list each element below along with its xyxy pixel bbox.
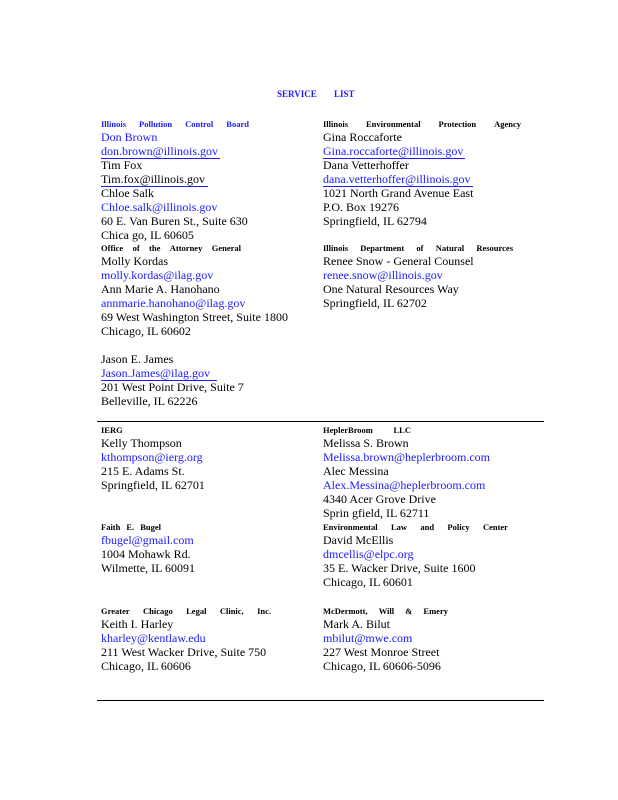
contact-line: Melissa S. Brown <box>323 436 409 450</box>
contact-line: 201 West Point Drive, Suite 7 <box>101 380 244 394</box>
contact-line: Jason E. James <box>101 352 174 366</box>
contact-line: Tim Fox <box>101 158 143 172</box>
email-link[interactable]: molly.kordas@ilag.gov <box>101 268 214 282</box>
entry-heplerbroom-llc <box>323 424 528 520</box>
contact-line: 4340 Acer Grove Drive <box>323 492 436 506</box>
entry-greater-chicago-legal-clinic-inc <box>101 605 306 673</box>
contact-line: 211 West Wacker Drive, Suite 750 <box>101 645 267 659</box>
organization-name: IERG <box>101 425 123 435</box>
email-link[interactable]: annmarie.hanohano@ilag.gov <box>101 296 246 310</box>
contact-line: 227 West Monroe Street <box>323 645 440 659</box>
organization-name: Environmental Law and Policy Center <box>323 522 508 532</box>
email-link[interactable]: kharley@kentlaw.edu <box>101 631 206 645</box>
contact-line: P.O. Box 19276 <box>323 200 400 214</box>
contact-line: Dana Vetterhoffer <box>323 158 409 172</box>
contact-line: Keith I. Harley <box>101 617 174 631</box>
title-word-list: LIST <box>334 89 355 99</box>
contact-line: Springfield, IL 62701 <box>101 478 205 492</box>
entry-office-of-the-attorney-general <box>101 242 306 408</box>
service-list-title <box>0 89 618 103</box>
entry-environmental-law-and-policy-center <box>323 521 528 589</box>
contact-line: Gina Roccaforte <box>323 130 402 144</box>
contact-line: Kelly Thompson <box>101 436 182 450</box>
email-link[interactable]: fbugel@gmail.com <box>101 533 194 547</box>
email-link[interactable]: kthompson@ierg.org <box>101 450 203 464</box>
email-link[interactable]: Don Brown <box>101 130 158 144</box>
organization-name: Illinois Pollution Control Board <box>101 119 249 129</box>
contact-line: Molly Kordas <box>101 254 168 268</box>
contact-line: Chicago, IL 60606-5096 <box>323 659 441 673</box>
entry-faith-e-bugel <box>101 521 306 575</box>
contact-line: 1021 North Grand Avenue East <box>323 186 474 200</box>
email-link[interactable]: dmcellis@elpc.org <box>323 547 414 561</box>
email-link[interactable]: mbilut@mwe.com <box>323 631 413 645</box>
email-link[interactable]: dana.vetterhoffer@illinois.gov <box>323 172 528 186</box>
email-link[interactable]: don.brown@illinois.gov <box>101 144 219 158</box>
contact-line: Renee Snow - General Counsel <box>323 254 474 268</box>
organization-name: Greater Chicago Legal Clinic, Inc. <box>101 606 271 616</box>
email-link[interactable]: Tim.fox@illinois.gov <box>101 172 306 186</box>
contact-line: Chica go, IL 60605 <box>101 228 194 242</box>
organization-name: HeplerBroom LLC <box>323 425 411 435</box>
email-link[interactable]: Alex.Messina@heplerbroom.com <box>323 478 486 492</box>
contact-line: Springfield, IL 62702 <box>323 296 427 310</box>
divider-bottom <box>97 700 544 701</box>
contact-line: 60 E. Van Buren St., Suite 630 <box>101 214 248 228</box>
contact-line: Wilmette, IL 60091 <box>101 561 196 575</box>
contact-line: 1004 Mohawk Rd. <box>101 547 191 561</box>
contact-line: David McEllis <box>323 533 394 547</box>
contact-line: One Natural Resources Way <box>323 282 459 296</box>
organization-name: McDermott, Will & Emery <box>323 606 448 616</box>
entry-mcdermott-will-emery <box>323 605 528 673</box>
contact-line: Sprin gfield, IL 62711 <box>323 506 430 520</box>
email-link[interactable]: Melissa.brown@heplerbroom.com <box>323 450 491 464</box>
entry-ierg <box>101 424 306 492</box>
entry-illinois-pollution-control-board <box>101 118 306 242</box>
contact-line: Chicago, IL 60606 <box>101 659 191 673</box>
organization-name: Office of the Attorney General <box>101 243 241 253</box>
contact-line: Chicago, IL 60602 <box>101 324 191 338</box>
spacer <box>101 338 306 352</box>
organization-name: Illinois Department of Natural Resources <box>323 243 513 253</box>
email-link[interactable]: Chloe.salk@illinois.gov <box>101 200 218 214</box>
entry-illinois-environmental-protection-agency <box>323 118 528 228</box>
contact-line: Alec Messina <box>323 464 389 478</box>
entry-illinois-department-of-natural-resources <box>323 242 528 310</box>
organization-name: Illinois Environmental Protection Agency <box>323 119 521 129</box>
organization-name: Faith E. Bugel <box>101 522 161 532</box>
divider-top <box>97 421 544 422</box>
email-link[interactable]: Jason.James@ilag.gov <box>101 366 306 380</box>
contact-line: 69 West Washington Street, Suite 1800 <box>101 310 288 324</box>
contact-line: Ann Marie A. Hanohano <box>101 282 220 296</box>
contact-line: Belleville, IL 62226 <box>101 394 198 408</box>
title-word-service: SERVICE <box>277 89 317 99</box>
contact-line: 215 E. Adams St. <box>101 464 185 478</box>
contact-line: Springfield, IL 62794 <box>323 214 427 228</box>
contact-line: Chloe Salk <box>101 186 154 200</box>
email-link[interactable]: renee.snow@illinois.gov <box>323 268 443 282</box>
email-link[interactable]: Gina.roccaforte@illinois.gov <box>323 144 464 158</box>
contact-line: Mark A. Bilut <box>323 617 391 631</box>
contact-line: Chicago, IL 60601 <box>323 575 413 589</box>
contact-line: 35 E. Wacker Drive, Suite 1600 <box>323 561 476 575</box>
